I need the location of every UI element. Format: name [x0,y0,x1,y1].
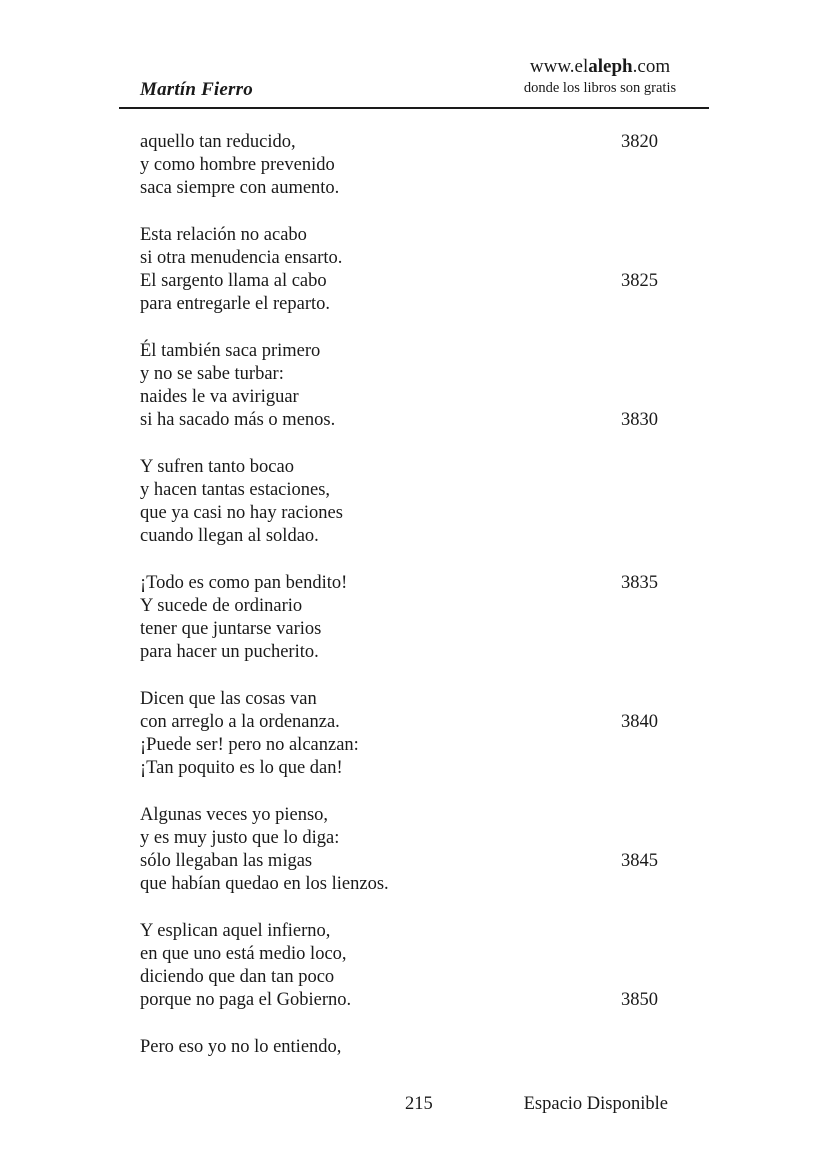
verse-line [140,827,710,850]
verse-line [140,873,710,896]
verse-text: ¡Puede ser! pero no alcanzan: [140,735,359,755]
verse-text: que habían quedao en los lienzos. [140,874,389,894]
publisher-url [500,55,700,79]
verse-text: si otra menudencia ensarto. [140,248,343,268]
verse-text: ¡Todo es como pan bendito! [140,573,348,593]
verse-line [140,641,710,664]
verse-text: cuando llegan al soldao. [140,526,319,546]
verse-text: para entregarle el reparto. [140,294,331,314]
verse-text: que ya casi no hay raciones [140,503,343,523]
verse-text: aquello tan reducido, [140,132,296,152]
verse-line [140,479,710,502]
verse-line [140,804,710,827]
verse-text: Algunas veces yo pienso, [140,805,329,825]
verse-content [140,131,710,1083]
verse-line [140,734,710,757]
verse-text: Y sufren tanto bocao [140,457,294,477]
verse-line [140,409,710,432]
verse-text: para hacer un pucherito. [140,642,319,662]
page-footer [140,1093,710,1119]
verse-line [140,386,710,409]
stanza [140,340,710,432]
verse-text: sólo llegaban las migas [140,851,313,871]
verse-line [140,757,710,780]
stanza [140,224,710,316]
verse-text: con arreglo a la ordenanza. [140,712,340,732]
verse-line-number: 3840 [621,712,658,732]
verse-line [140,595,710,618]
verse-text: El sargento llama al cabo [140,271,327,291]
publisher-block [500,55,700,97]
verse-line-number: 3850 [621,990,658,1010]
stanza [140,920,710,1012]
page-number: 215 [405,1094,433,1114]
verse-line [140,177,710,200]
book-title: Martín Fierro [140,79,253,100]
publisher-url-prefix: www.el [529,56,589,77]
verse-line-number: 3820 [621,132,658,152]
verse-text: tener que juntarse varios [140,619,322,639]
verse-line [140,456,710,479]
verse-text: Pero eso yo no lo entiendo, [140,1037,342,1057]
verse-text: Y sucede de ordinario [140,596,303,616]
verse-line [140,247,710,270]
publisher-url-bold: aleph [588,56,633,77]
verse-text: Dicen que las cosas van [140,689,317,709]
verse-line [140,502,710,525]
stanza [140,572,710,664]
verse-line [140,293,710,316]
verse-text: diciendo que dan tan poco [140,967,335,987]
stanza [140,688,710,780]
verse-line [140,850,710,873]
verse-text: y no se sabe turbar: [140,364,284,384]
header-rule [119,107,709,109]
verse-text: en que uno está medio loco, [140,944,347,964]
verse-text: naides le va aviriguar [140,387,299,407]
publisher-tagline: donde los libros son gratis [523,80,677,96]
verse-line [140,1036,710,1059]
publisher-url-suffix: .com [632,56,671,77]
verse-line [140,920,710,943]
verse-line-number: 3825 [621,271,658,291]
verse-text: y es muy justo que lo diga: [140,828,340,848]
footer-note: Espacio Disponible [523,1094,668,1114]
verse-line [140,966,710,989]
verse-line-number: 3835 [621,573,658,593]
verse-line [140,688,710,711]
verse-text: Y esplican aquel infierno, [140,921,331,941]
verse-line [140,525,710,548]
verse-line-number: 3845 [621,851,658,871]
verse-text: Esta relación no acabo [140,225,307,245]
verse-line [140,224,710,247]
verse-text: ¡Tan poquito es lo que dan! [140,758,343,778]
verse-line [140,363,710,386]
verse-line [140,340,710,363]
stanza [140,804,710,896]
verse-text: y hacen tantas estaciones, [140,480,331,500]
verse-line [140,154,710,177]
verse-text: saca siempre con aumento. [140,178,340,198]
verse-line [140,572,710,595]
verse-line-number: 3830 [621,410,658,430]
verse-text: si ha sacado más o menos. [140,410,336,430]
verse-line [140,270,710,293]
verse-text: y como hombre prevenido [140,155,335,175]
verse-line [140,618,710,641]
verse-text: porque no paga el Gobierno. [140,990,352,1010]
verse-text: Él también saca primero [140,341,321,361]
stanza [140,131,710,200]
verse-line [140,131,710,154]
verse-line [140,943,710,966]
stanza [140,456,710,548]
verse-line [140,711,710,734]
stanza [140,1036,710,1059]
verse-line [140,989,710,1012]
